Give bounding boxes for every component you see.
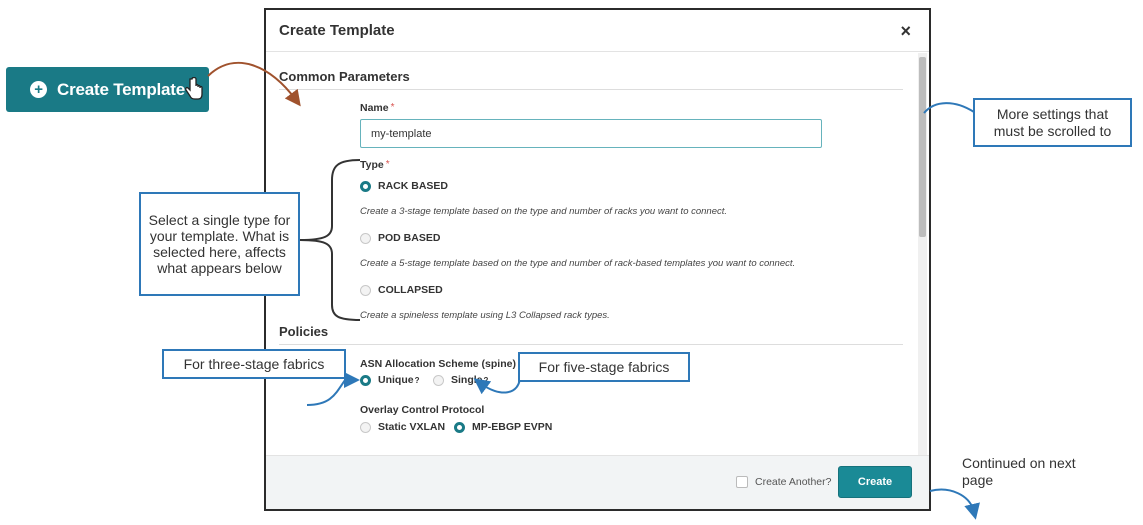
asn-unique-radio[interactable]: Unique ?	[360, 374, 419, 386]
create-another-label: Create Another?	[755, 476, 832, 488]
type-label: Type *	[360, 159, 390, 171]
radio-unselected-icon	[360, 285, 371, 296]
collapsed-description: Create a spineless template using L3 Collapsed rack types.	[360, 310, 610, 321]
radio-selected-icon	[360, 375, 371, 386]
asn-single-radio[interactable]: Single ?	[433, 374, 488, 386]
five-stage-callout: For five-stage fabrics	[518, 352, 690, 382]
scroll-note-arrow	[924, 103, 974, 113]
scrollbar-thumb[interactable]	[919, 57, 926, 237]
create-template-dialog	[264, 8, 931, 511]
create-button[interactable]: Create	[838, 466, 912, 498]
checkbox-icon	[736, 476, 748, 488]
radio-unselected-icon	[433, 375, 444, 386]
policies-heading: Policies	[279, 324, 329, 339]
type-rack-based-radio[interactable]: RACK BASED	[360, 180, 448, 192]
common-parameters-heading: Common Parameters	[279, 69, 410, 84]
name-label: Name *	[360, 102, 395, 114]
scroll-note-callout: More settings that must be scrolled to	[973, 98, 1132, 147]
type-note-callout: Select a single type for your template. What is selected here, affects what appears below	[139, 192, 300, 296]
close-icon[interactable]: ×	[900, 21, 911, 41]
type-collapsed-radio[interactable]: COLLAPSED	[360, 284, 443, 296]
radio-unselected-icon	[360, 422, 371, 433]
section-divider	[279, 89, 903, 90]
launch-button-label: Create Template	[57, 79, 186, 99]
radio-unselected-icon	[360, 233, 371, 244]
overlay-mp-ebgp-evpn-radio[interactable]: MP-EBGP EVPN	[454, 421, 552, 433]
asn-allocation-label: ASN Allocation Scheme (spine)	[360, 358, 516, 370]
dialog-title: Create Template	[279, 22, 395, 39]
plus-circle-icon: +	[30, 81, 47, 98]
three-stage-callout: For three-stage fabrics	[162, 349, 346, 379]
type-pod-based-radio[interactable]: POD BASED	[360, 232, 440, 244]
pod-based-description: Create a 5-stage template based on the type and number of rack-based templates you want to connect.	[360, 258, 796, 269]
hand-pointer-icon	[184, 77, 204, 101]
help-icon: ?	[483, 375, 489, 385]
radio-selected-icon	[454, 422, 465, 433]
create-another-checkbox[interactable]	[736, 476, 831, 488]
rack-based-description: Create a 3-stage template based on the type and number of racks you want to connect.	[360, 206, 728, 217]
dialog-footer	[266, 455, 929, 509]
dialog-header	[266, 10, 929, 52]
overlay-static-vxlan-radio[interactable]: Static VXLAN	[360, 421, 445, 433]
dialog-body	[266, 53, 929, 457]
section-divider	[279, 344, 903, 345]
overlay-protocol-label: Overlay Control Protocol	[360, 404, 485, 416]
help-icon: ?	[414, 375, 420, 385]
radio-selected-icon	[360, 181, 371, 192]
continued-note: Continued on next page	[962, 455, 1076, 488]
name-input[interactable]	[360, 119, 822, 148]
continued-arrow	[930, 490, 974, 512]
create-template-launch-button[interactable]	[6, 67, 209, 112]
